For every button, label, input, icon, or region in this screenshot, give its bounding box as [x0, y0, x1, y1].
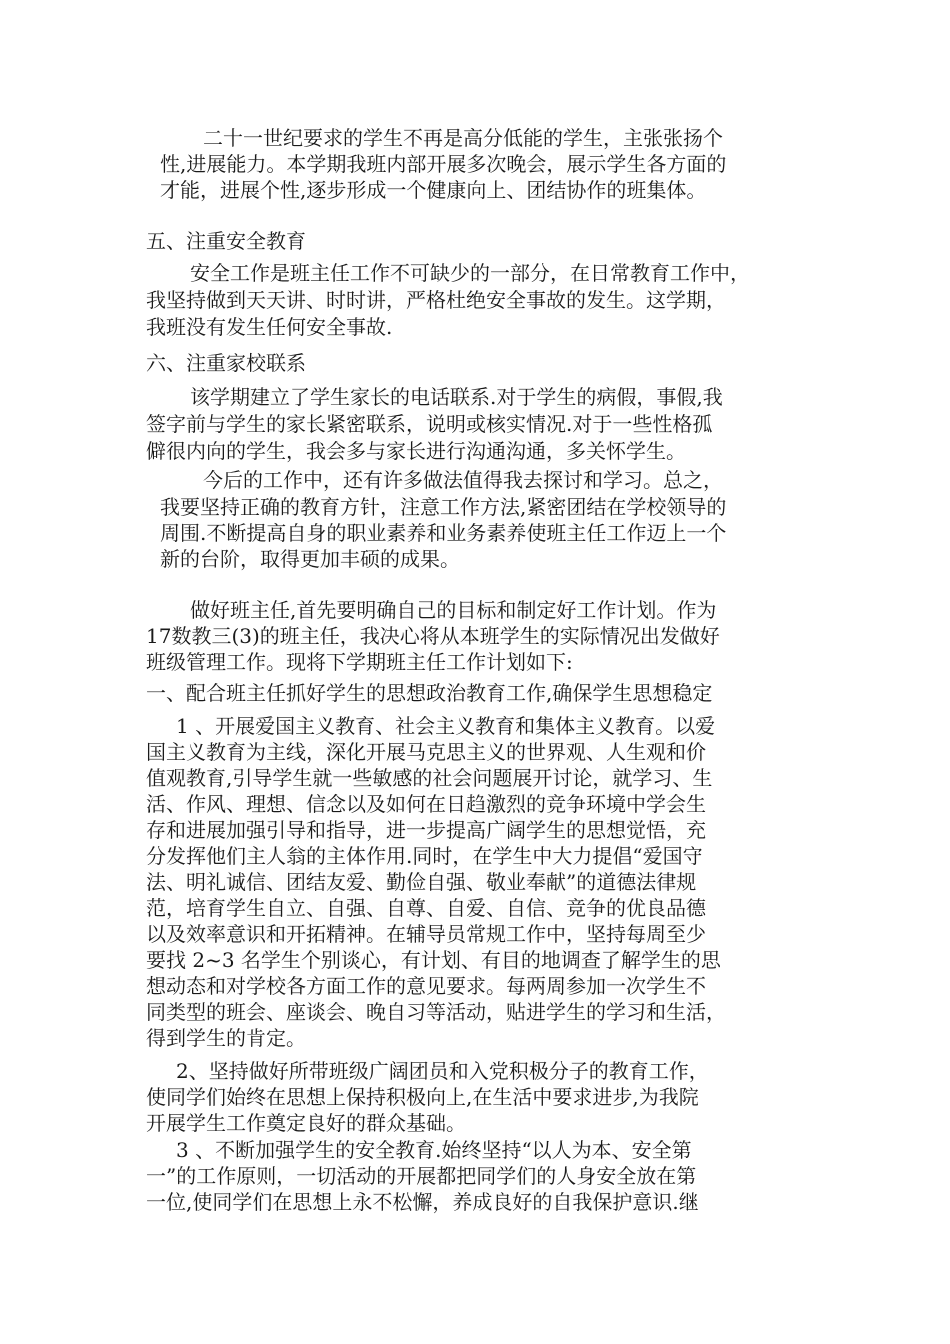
paragraph-line: 3 、不断加强学生的安全教育.始终坚持“以人为本、安全第 — [176, 1138, 692, 1162]
section-heading: 一、配合班主任抓好学生的思想政治教育工作,确保学生思想稳定 — [146, 681, 713, 705]
paragraph-line: 我坚持做到天天讲、时时讲，严格杜绝安全事故的发生。这学期， — [146, 288, 726, 312]
paragraph-line: 同类型的班会、座谈会、晚自习等活动，贴进学生的学习和生活， — [146, 1000, 726, 1024]
paragraph-line: 我要坚持正确的教育方针，注意工作方法,紧密团结在学校领导的 — [160, 495, 727, 519]
paragraph-line: 值观教育,引导学生就一些敏感的社会问题展开讨论，就学习、生 — [146, 766, 713, 790]
paragraph-line: 一位,使同学们在思想上永不松懈，养成良好的自我保护意识.继 — [146, 1190, 699, 1214]
paragraph-line: 安全工作是班主任工作不可缺少的一部分，在日常教育工作中， — [190, 261, 750, 285]
paragraph-line: 范，培育学生自立、自强、自尊、自爱、自信、竞争的优良品德 — [146, 896, 706, 920]
paragraph-line: 今后的工作中，还有许多做法值得我去探讨和学习。总之， — [203, 468, 723, 492]
paragraph-line: 该学期建立了学生家长的电话联系.对于学生的病假，事假,我 — [190, 385, 723, 409]
paragraph-line: 使同学们始终在思想上保持积极向上,在生活中要求进步,为我院 — [146, 1085, 699, 1109]
paragraph-line: 2、坚持做好所带班级广阔团员和入党积极分子的教育工作， — [176, 1059, 709, 1083]
section-heading: 六、注重家校联系 — [146, 351, 306, 375]
paragraph-line: 分发挥他们主人翁的主体作用.同时，在学生中大力提倡“爱国守 — [146, 844, 703, 868]
paragraph-line: 1 、开展爱国主义教育、社会主义教育和集体主义教育。以爱 — [176, 714, 716, 738]
paragraph-line: 签字前与学生的家长紧密联系，说明或核实情况.对于一些性格孤 — [146, 412, 713, 436]
paragraph-line: 二十一世纪要求的学生不再是高分低能的学生，主张张扬个 — [203, 126, 723, 150]
paragraph-line: 活、作风、理想、信念以及如何在日趋激烈的竞争环境中学会生 — [146, 792, 706, 816]
paragraph-line: 我班没有发生任何安全事故. — [146, 315, 393, 339]
paragraph-line: 以及效率意识和开拓精神。在辅导员常规工作中，坚持每周至少 — [146, 922, 706, 946]
paragraph-line: 僻很内向的学生，我会多与家长进行沟通沟通，多关怀学生。 — [146, 439, 686, 463]
paragraph-line: 存和进展加强引导和指导，进一步提高广阔学生的思想觉悟，充 — [146, 818, 706, 842]
section-heading: 五、注重安全教育 — [146, 229, 306, 253]
paragraph-line: 要找 2~3 名学生个别谈心，有计划、有目的地调查了解学生的思 — [146, 948, 721, 972]
paragraph-line: 得到学生的肯定。 — [146, 1026, 306, 1050]
paragraph-line: 想动态和对学校各方面工作的意见要求。每两周参加一次学生不 — [146, 974, 706, 998]
paragraph-line: 性,进展能力。本学期我班内部开展多次晚会，展示学生各方面的 — [160, 152, 727, 176]
paragraph-line: 做好班主任,首先要明确自己的目标和制定好工作计划。作为 — [190, 598, 717, 622]
paragraph-line: 才能，进展个性,逐步形成一个健康向上、团结协作的班集体。 — [160, 178, 707, 202]
paragraph-line: 周围.不断提高自身的职业素养和业务素养使班主任工作迈上一个 — [160, 521, 727, 545]
paragraph-line: 班级管理工作。现将下学期班主任工作计划如下: — [146, 650, 573, 674]
paragraph-line: 开展学生工作奠定良好的群众基础。 — [146, 1111, 466, 1135]
paragraph-line: 一”的工作原则，一切活动的开展都把同学们的人身安全放在第 — [146, 1164, 697, 1188]
paragraph-line: 17数教三(3)的班主任，我决心将从本班学生的实际情况出发做好 — [146, 624, 720, 648]
paragraph-line: 法、明礼诚信、团结友爱、勤俭自强、敬业奉献”的道德法律规 — [146, 870, 697, 894]
paragraph-line: 国主义教育为主线，深化开展马克思主义的世界观、人生观和价 — [146, 740, 706, 764]
paragraph-line: 新的台阶，取得更加丰硕的成果。 — [160, 547, 460, 571]
